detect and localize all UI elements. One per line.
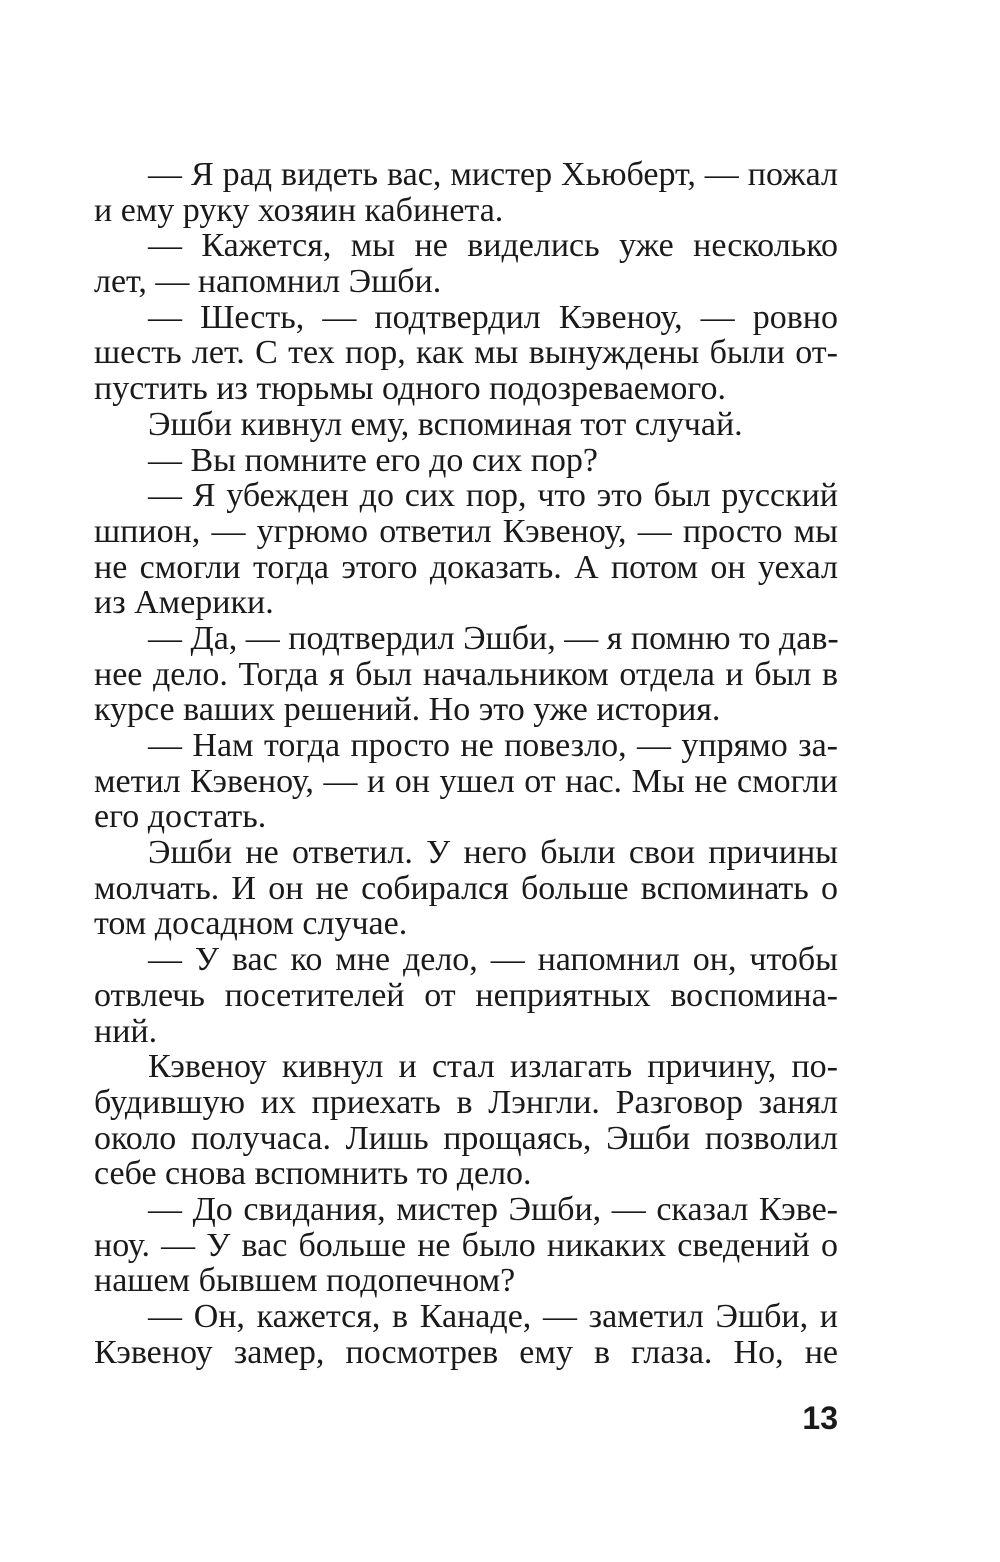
text-line: его достать. <box>94 798 267 836</box>
text-line: ноу. — У вас больше не было никаких сведений о <box>94 1226 838 1264</box>
text-line: себе снова вспомнить то дело. <box>94 1155 532 1193</box>
page-number: 13 <box>802 1400 838 1436</box>
text-line: из Америки. <box>94 584 274 622</box>
text-line: будившую их приехать в Лэнгли. Разговор занял <box>94 1083 838 1121</box>
body-text <box>94 157 838 1370</box>
text-line: Эшби не ответил. У него были свои причины <box>148 834 838 872</box>
text-line: Кэвеноу замер, посмотрев ему в глаза. Но, не <box>94 1333 838 1371</box>
text-line: лет, — напомнил Эшби. <box>94 263 442 301</box>
text-line: метил Кэвеноу, — и он ушел от нас. Мы не смогли <box>94 762 838 800</box>
text-line: — Вы помните его до сих пор? <box>148 441 598 479</box>
text-line: — Кажется, мы не виделись уже несколько <box>148 227 838 265</box>
text-line: — Я рад видеть вас, мистер Хьюберт, — пожал <box>148 156 838 193</box>
text-line: — Шесть, — подтвердил Кэвеноу, — ровно <box>148 298 838 336</box>
text-line: — У вас ко мне дело, — напомнил он, чтобы <box>148 941 838 979</box>
text-line: Кэвеноу кивнул и стал излагать причину, по- <box>148 1048 838 1086</box>
text-line: ний. <box>94 1012 158 1050</box>
text-line: — Он, кажется, в Канаде, — заметил Эшби, и <box>148 1298 838 1335</box>
text-line: нашем бывшем подопечном? <box>94 1262 516 1300</box>
text-line: — До свидания, мистер Эшби, — сказал Кэве- <box>148 1190 838 1228</box>
text-line: шесть лет. С тех пор, как мы вынуждены были от- <box>94 334 838 372</box>
text-line: около получаса. Лишь прощаясь, Эшби позволил <box>94 1119 838 1157</box>
text-line: нее дело. Тогда я был начальником отдела и был в <box>94 655 838 693</box>
text-line: — Я убежден до сих пор, что это был русский <box>148 477 838 515</box>
text-line: — Нам тогда просто не повезло, — упрямо за- <box>148 727 838 764</box>
text-line: отвлечь посетителей от неприятных воспомина- <box>94 976 838 1014</box>
text-line: не смогли тогда этого доказать. А потом он уехал <box>94 548 838 586</box>
text-line: — Да, — подтвердил Эшби, — я помню то дав- <box>148 619 839 657</box>
text-line: курсе ваших решений. Но это уже история. <box>94 691 721 729</box>
text-line: Эшби кивнул ему, вспоминая тот случай. <box>148 405 743 443</box>
text-line: том досадном случае. <box>94 905 408 943</box>
text-line: молчать. И он не собирался больше вспоминать о <box>94 869 838 907</box>
text-line: шпион, — угрюмо ответил Кэвеноу, — просто мы <box>94 512 838 550</box>
text-line: пустить из тюрьмы одного подозреваемого. <box>94 370 727 408</box>
text-line: и ему руку хозяин кабинета. <box>94 191 504 229</box>
